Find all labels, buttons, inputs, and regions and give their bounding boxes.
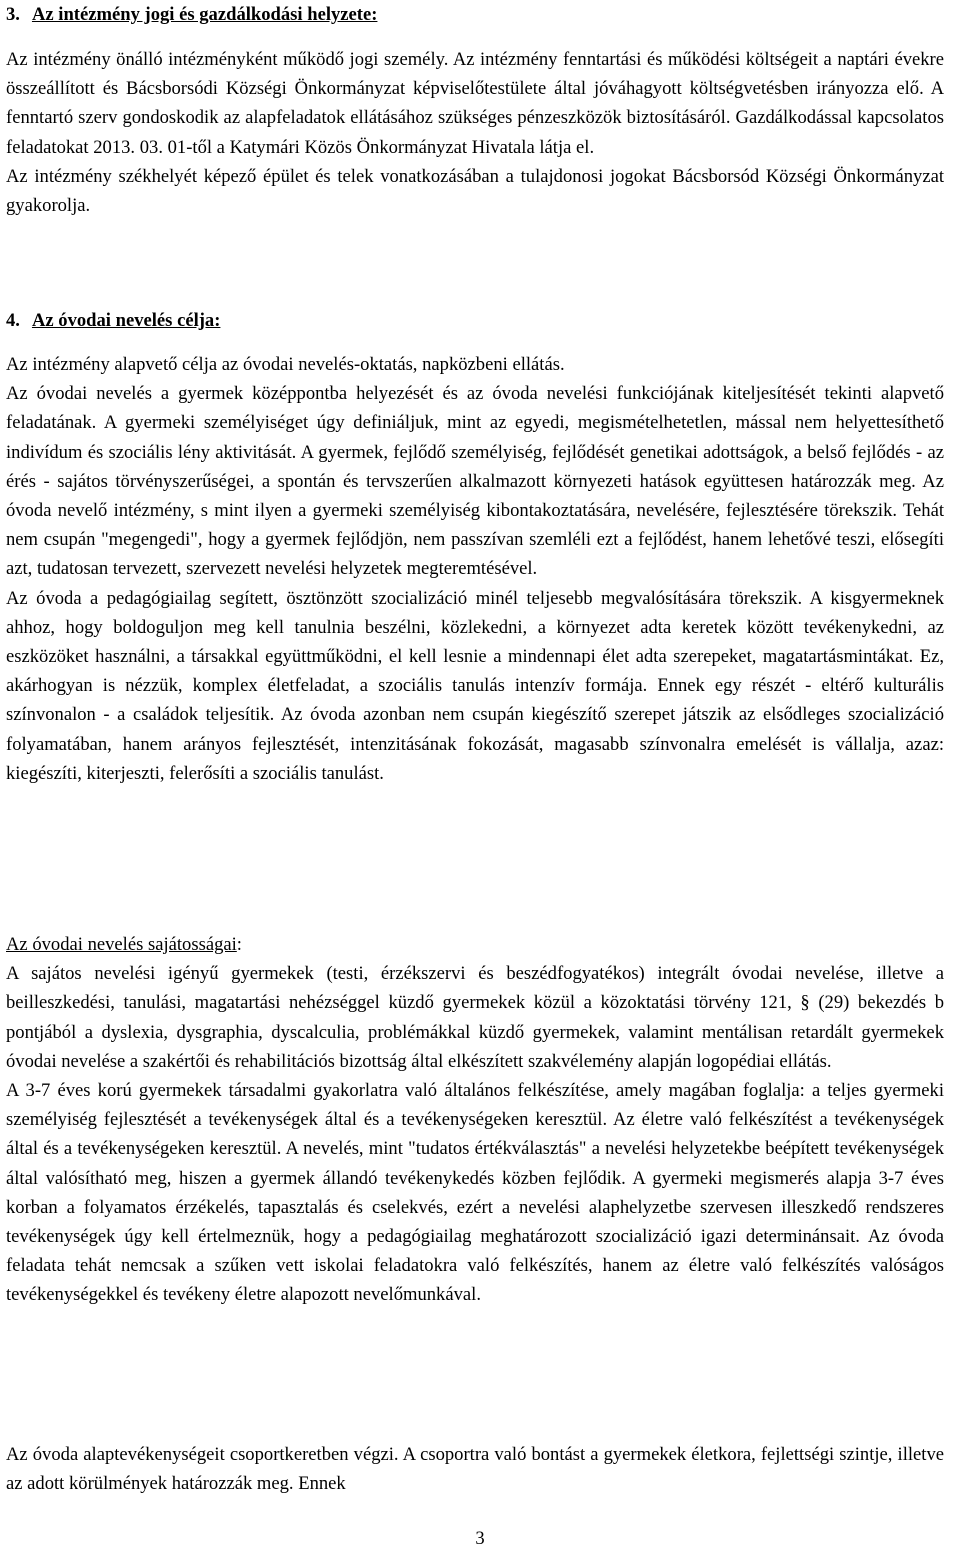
- section-3: [6, 0, 944, 29]
- paragraph: Az óvodai nevelés a gyermek középpontba helyezését és az óvoda nevelési funkciójának kiteljesítését tekinti alapvető feladatának. A gyermeki személyiséget úgy definiáljuk, mint az egyedi, megismételhetetlen, mással nem helyettesíthető indivídum és szociális lény aktivitását. A gyermek, fejlődő személyiség, fejlődését genetikai adottságok, a belső fejlődés - az érés - sajátos törvényszerűségei, a spontán és tervszerűen alkalmazott környezeti hatások együttesen határozzák meg. Az óvoda nevelő intézmény, s mint ilyen a gyermeki személyiség kibontakoztatására, nevelésére, fejlesztésére törekszik. Tehát nem csupán "megengedi", hogy a gyermek fejlődjön, nem passzívan szemléli ezt a fejlődést, hanem lehetővé teszi, elősegíti azt, tudatosan tervezett, szervezett nevelési helyzetek megteremtésével.: [6, 383, 944, 580]
- section-4: [6, 306, 944, 335]
- paragraph: A sajátos nevelési igényű gyermekek (testi, érzékszervi és beszédfogyatékos) integrált óvodai nevelése, illetve a beilleszkedési, tanulási, magatartási nehézséggel küzdő gyermekek közül a közoktatási törvény 121, § (29) bekezdés b pontjából a dyslexia, dysgraphia, dyscalculia, problémákkal küzdő gyermekek, valamint mentálisan retardált gyermekek óvodai nevelése a szakértői és rehabilitációs bizottság által elkészített szakvélemény alapján logopédiai ellátás.: [6, 963, 944, 1072]
- paragraph: Az intézmény alapvető célja az óvodai nevelés-oktatás, napközbeni ellátás.: [6, 354, 565, 375]
- page-number: 3: [475, 1528, 485, 1549]
- section-3-body: [6, 45, 944, 220]
- section-number: 3.: [6, 4, 20, 25]
- subheading: [6, 930, 944, 959]
- section-heading: [6, 306, 944, 335]
- paragraph: Az intézmény önálló intézményként működő jogi személy. Az intézmény fenntartási és működési költségeit a naptári évekre összeállított és Bácsborsódi Községi Önkormányzat képviselőtestülete által jóváhagyott költségvetésben irányozza elő. A fenntartó szerv gondoskodik az alapfeladatok ellátásához szükséges pénzeszközök biztosításáról. Gazdálkodással kapcsolatos feladatokat 2013. 03. 01-től a Katymári Közös Önkormányzat Hivatala látja el.: [6, 49, 944, 158]
- paragraph: Az óvoda alaptevékenységeit csoportkeretben végzi. A csoportra való bontást a gyermekek életkora, fejlettségi szintje, illetve az adott körülmények határozzák meg. Ennek: [6, 1444, 944, 1495]
- closing-section: [6, 1440, 944, 1498]
- paragraph: Az intézmény székhelyét képező épület és telek vonatkozásában a tulajdonosi jogokat Bácsborsód Községi Önkormányzat gyakorolja.: [6, 165, 944, 217]
- sajatossagai-section: [6, 930, 944, 1310]
- paragraph: Az óvoda a pedagógiailag segített, ösztönzött szocializáció minél teljesebb megvalósítására törekszik. A kisgyermeknek ahhoz, hogy boldoguljon meg kell tanulnia beszélni, közlekedni, a környezet adta keretek között tevékenykedni, az eszközöket használni, a társakkal együttműködni, el kell lesnie a mindennapi élet adta szerepeket, magatartásmintákat. Ez, akárhogyan is nézzük, komplex életfeladat, a szociális tanulás intenzív formája. Ennek egy részét - eltérő kulturális színvonalon - a családok teljesítik. Az óvoda azonban nem csupán kiegészítő szerepet játszik az elsődleges szocializáció folyamatában, hanem arányos fejlesztését, intenzitásának fokozását, magasabb színvonalra emelését is vállalja, azaz: kiegészíti, kiterjeszti, felerősíti a szociális tanulást.: [6, 587, 944, 784]
- section-number: 4.: [6, 310, 20, 331]
- subheading-colon: :: [236, 934, 242, 955]
- section-4-body: [6, 350, 944, 788]
- section-title: Az intézmény jogi és gazdálkodási helyzete:: [31, 4, 378, 25]
- section-heading: [6, 0, 944, 29]
- paragraph: A 3-7 éves korú gyermekek társadalmi gyakorlatra való általános felkészítése, amely magában foglalja: a teljes gyermeki személyiség fejlesztését a tevékenységek által és a tevékenységeken keresztül. Az életre való felkészítést a tevékenységek által és a tevékenységeken keresztül. A nevelés, mint "tudatos értékválasztás" a nevelési helyzetekbe beépített tevékenységek által valósítható meg, hiszen a gyermek állandó tevékenykedés közben fejlődik. A gyermeki megismerés alapja 3-7 éves korban a folyamatos érzékelés, tapasztalás és cselekvés, ezért a nevelési alaphelyzetbe szervesen illeszkedő rendszeres tevékenységek úgy kell értelmeznük, hogy a pedagógiailag meghatározott szocializáció igazi determinánsait. Az óvoda feladata tehát nemcsak a szűken vett iskolai feladatokra való felkészítés, hanem az életre való felkészítés valóságos tevékenységekkel és tevékeny életre alapozott nevelőmunkával.: [6, 1080, 944, 1306]
- section-title: Az óvodai nevelés célja:: [31, 310, 221, 331]
- subheading-title: Az óvodai nevelés sajátosságai: [6, 934, 237, 955]
